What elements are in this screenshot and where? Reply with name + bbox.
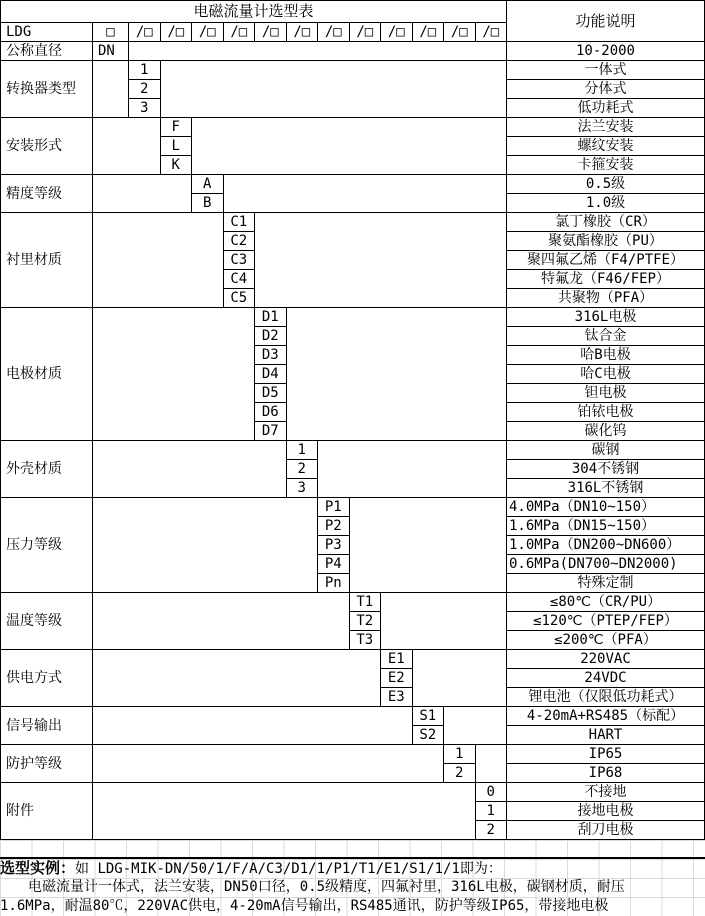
table-title: 电磁流量计选型表 bbox=[1, 1, 506, 22]
option-desc-cell: 316L不锈钢 bbox=[507, 479, 704, 497]
blank-cell bbox=[255, 213, 506, 307]
option-code-cell: E2 bbox=[381, 669, 412, 687]
option-desc-cell: 聚氨酯橡胶（PU） bbox=[507, 232, 704, 250]
example-section bbox=[0, 859, 705, 916]
option-code-cell: S2 bbox=[413, 726, 444, 744]
option-desc-cell: ≤80℃（CR/PU） bbox=[507, 593, 704, 611]
section-label: 温度等级 bbox=[1, 593, 92, 649]
option-desc-cell: 0.6MPa(DN700~DN2000) bbox=[507, 555, 704, 573]
diameter-desc-cell: 10-2000 bbox=[507, 42, 704, 60]
blank-cell bbox=[318, 441, 506, 497]
empty-grid-strip bbox=[0, 840, 705, 857]
option-code-cell: D4 bbox=[255, 365, 286, 383]
section-label: 附件 bbox=[1, 783, 92, 839]
option-desc-cell: 刮刀电极 bbox=[507, 821, 704, 839]
option-desc-cell: 低功耗式 bbox=[507, 99, 704, 117]
option-desc-cell: 碳化钨 bbox=[507, 422, 704, 440]
option-code-cell: 3 bbox=[129, 99, 160, 117]
option-code-cell: D6 bbox=[255, 403, 286, 421]
option-desc-cell: 接地电极 bbox=[507, 802, 704, 820]
option-desc-cell: 1.0MPa（DN200~DN600） bbox=[507, 536, 704, 554]
blank-cell bbox=[224, 175, 507, 212]
model-slot-cell: /□ bbox=[413, 23, 444, 41]
blank-cell bbox=[93, 707, 412, 744]
option-code-cell: T2 bbox=[350, 612, 381, 630]
blank-cell bbox=[93, 175, 191, 212]
option-desc-cell: 法兰安装 bbox=[507, 118, 704, 136]
option-code-cell: C4 bbox=[224, 270, 255, 288]
option-desc-cell: 不接地 bbox=[507, 783, 704, 801]
example-heading-label: 选型实例： bbox=[0, 859, 76, 877]
option-desc-cell: ≤120℃（PTEP/FEP） bbox=[507, 612, 704, 630]
option-code-cell: T3 bbox=[350, 631, 381, 649]
diameter-label: 公称直径 bbox=[1, 42, 92, 60]
blank-cell bbox=[161, 61, 507, 117]
section-label: 精度等级 bbox=[1, 175, 92, 212]
option-desc-cell: 1.0级 bbox=[507, 194, 704, 212]
option-code-cell: 1 bbox=[444, 745, 475, 763]
option-code-cell: Pn bbox=[318, 574, 349, 592]
section-label: 衬里材质 bbox=[1, 213, 92, 307]
option-desc-cell: 316L电极 bbox=[507, 308, 704, 326]
section-label: 防护等级 bbox=[1, 745, 92, 782]
model-slot-cell: /□ bbox=[161, 23, 192, 41]
example-heading-code: 如 LDG-MIK-DN/50/1/F/A/C3/D1/1/P1/T1/E1/S1/1/1即为： bbox=[75, 861, 502, 877]
option-code-cell: 2 bbox=[444, 764, 475, 782]
option-code-cell: P2 bbox=[318, 517, 349, 535]
section-label: 供电方式 bbox=[1, 650, 92, 706]
option-desc-cell: 4-20mA+RS485（标配） bbox=[507, 707, 704, 725]
option-desc-cell: 钛合金 bbox=[507, 327, 704, 345]
model-box-cell: □ bbox=[93, 23, 128, 41]
option-code-cell: F bbox=[161, 118, 192, 136]
option-desc-cell: 4.0MPa（DN10~150） bbox=[507, 498, 704, 516]
option-desc-cell: 共聚物（PFA） bbox=[507, 289, 704, 307]
option-code-cell: C5 bbox=[224, 289, 255, 307]
option-code-cell: E1 bbox=[381, 650, 412, 668]
blank-cell bbox=[129, 42, 506, 60]
option-desc-cell: ≤200℃（PFA） bbox=[507, 631, 704, 649]
model-slot-cell: /□ bbox=[381, 23, 412, 41]
blank-cell bbox=[93, 498, 317, 592]
option-code-cell: 1 bbox=[476, 802, 507, 820]
example-text-line: 电磁流量计一体式，法兰安装，DN50口径，0.5级精度，四氟衬里，316L电极，碳钢材质，耐压 bbox=[28, 879, 625, 895]
option-code-cell: A bbox=[192, 175, 223, 193]
section-label: 电极材质 bbox=[1, 308, 92, 440]
diameter-code-cell: DN bbox=[93, 42, 128, 60]
model-slot-cell: /□ bbox=[318, 23, 349, 41]
option-desc-cell: 304不锈钢 bbox=[507, 460, 704, 478]
option-code-cell: 3 bbox=[287, 479, 318, 497]
blank-cell bbox=[381, 593, 506, 649]
blank-cell bbox=[93, 308, 254, 440]
option-desc-cell: 220VAC bbox=[507, 650, 704, 668]
option-code-cell: C2 bbox=[224, 232, 255, 250]
example-text-line: 1.6MPa，耐温80℃，220VAC供电，4-20mA信号输出，RS485通讯，防护等级IP65，带接地电极 bbox=[0, 898, 609, 914]
model-slot-cell: /□ bbox=[287, 23, 318, 41]
blank-cell bbox=[93, 61, 128, 117]
option-desc-cell: 铂铱电极 bbox=[507, 403, 704, 421]
option-code-cell: K bbox=[161, 156, 192, 174]
option-desc-cell: 卡箍安装 bbox=[507, 156, 704, 174]
model-slot-cell: /□ bbox=[224, 23, 255, 41]
model-slot-cell: /□ bbox=[476, 23, 507, 41]
option-code-cell: 1 bbox=[129, 61, 160, 79]
option-code-cell: P1 bbox=[318, 498, 349, 516]
option-code-cell: C1 bbox=[224, 213, 255, 231]
option-code-cell: C3 bbox=[224, 251, 255, 269]
option-desc-cell: IP65 bbox=[507, 745, 704, 763]
blank-cell bbox=[93, 745, 443, 782]
section-label: 信号输出 bbox=[1, 707, 92, 744]
option-desc-cell: 哈B电极 bbox=[507, 346, 704, 364]
option-code-cell: P3 bbox=[318, 536, 349, 554]
option-desc-cell: 锂电池（仅限低功耗式） bbox=[507, 688, 704, 706]
option-desc-cell: 1.6MPa（DN15~150） bbox=[507, 517, 704, 535]
option-code-cell: D1 bbox=[255, 308, 286, 326]
model-slot-cell: /□ bbox=[444, 23, 475, 41]
blank-cell bbox=[350, 498, 507, 592]
option-code-cell: T1 bbox=[350, 593, 381, 611]
blank-cell bbox=[192, 118, 506, 174]
option-code-cell: 2 bbox=[129, 80, 160, 98]
blank-cell bbox=[93, 441, 286, 497]
option-desc-cell: 24VDC bbox=[507, 669, 704, 687]
model-prefix-cell: LDG bbox=[1, 23, 92, 41]
option-desc-cell: 分体式 bbox=[507, 80, 704, 98]
option-code-cell: D7 bbox=[255, 422, 286, 440]
section-label: 转换器类型 bbox=[1, 61, 92, 117]
blank-cell bbox=[93, 213, 223, 307]
option-code-cell: 2 bbox=[476, 821, 507, 839]
option-code-cell: B bbox=[192, 194, 223, 212]
option-desc-cell: HART bbox=[507, 726, 704, 744]
option-desc-cell: 特氟龙（F46/FEP） bbox=[507, 270, 704, 288]
model-slot-cell: /□ bbox=[350, 23, 381, 41]
option-desc-cell: 碳钢 bbox=[507, 441, 704, 459]
blank-cell bbox=[93, 593, 349, 649]
option-desc-cell: 哈C电极 bbox=[507, 365, 704, 383]
blank-cell bbox=[287, 308, 507, 440]
section-label: 压力等级 bbox=[1, 498, 92, 592]
option-code-cell: 0 bbox=[476, 783, 507, 801]
section-label: 安装形式 bbox=[1, 118, 92, 174]
option-code-cell: 2 bbox=[287, 460, 318, 478]
option-desc-cell: 0.5级 bbox=[507, 175, 704, 193]
blank-cell bbox=[413, 650, 507, 706]
example-heading-line bbox=[0, 859, 705, 878]
option-desc-cell: 特殊定制 bbox=[507, 574, 704, 592]
blank-cell bbox=[93, 650, 380, 706]
model-slot-cell: /□ bbox=[129, 23, 160, 41]
option-code-cell: D2 bbox=[255, 327, 286, 345]
option-desc-cell: 聚四氟乙烯（F4/PTFE） bbox=[507, 251, 704, 269]
option-desc-cell: 钽电极 bbox=[507, 384, 704, 402]
option-code-cell: D3 bbox=[255, 346, 286, 364]
option-desc-cell: IP68 bbox=[507, 764, 704, 782]
blank-cell bbox=[476, 745, 507, 782]
blank-cell bbox=[93, 783, 475, 839]
section-label: 外壳材质 bbox=[1, 441, 92, 497]
model-slot-cell: /□ bbox=[192, 23, 223, 41]
option-desc-cell: 一体式 bbox=[507, 61, 704, 79]
option-desc-cell: 螺纹安装 bbox=[507, 137, 704, 155]
option-code-cell: L bbox=[161, 137, 192, 155]
option-code-cell: S1 bbox=[413, 707, 444, 725]
option-desc-cell: 氯丁橡胶（CR） bbox=[507, 213, 704, 231]
blank-cell bbox=[444, 707, 506, 744]
option-code-cell: D5 bbox=[255, 384, 286, 402]
blank-cell bbox=[93, 118, 160, 174]
option-code-cell: E3 bbox=[381, 688, 412, 706]
function-column-header: 功能说明 bbox=[507, 1, 704, 41]
option-code-cell: 1 bbox=[287, 441, 318, 459]
model-slot-cell: /□ bbox=[255, 23, 286, 41]
option-code-cell: P4 bbox=[318, 555, 349, 573]
